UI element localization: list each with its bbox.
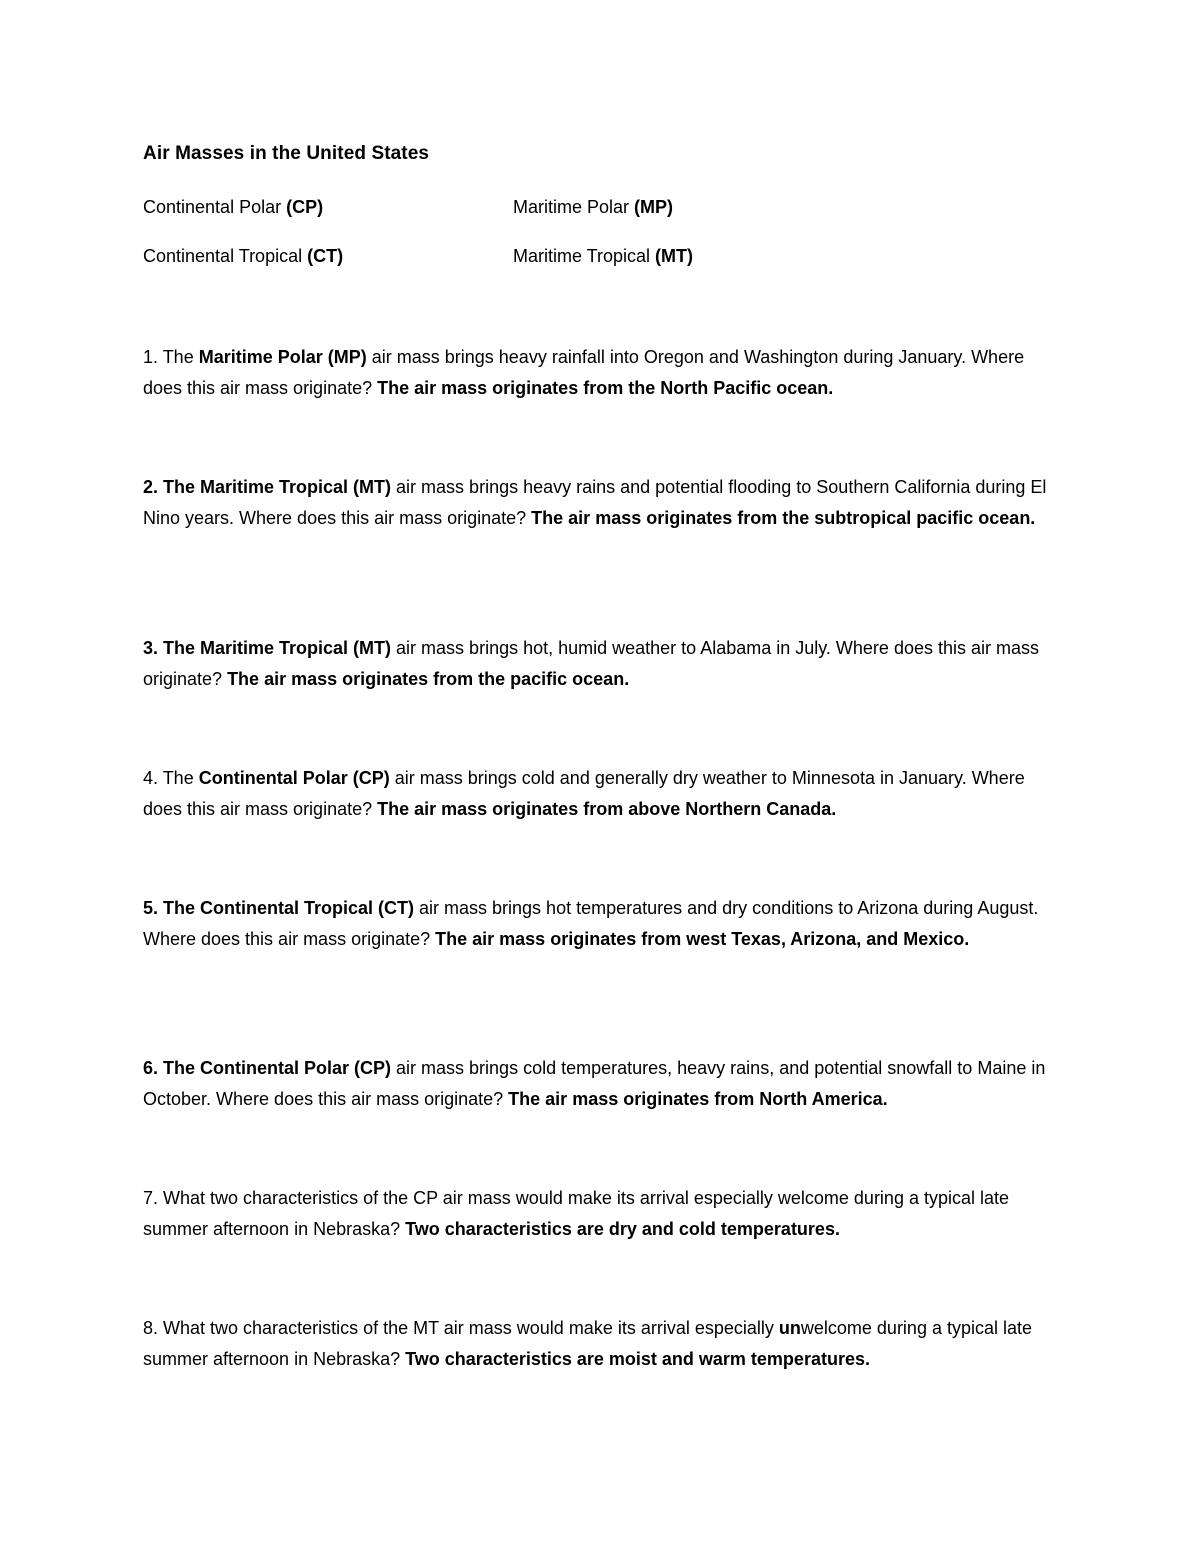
answer-text: The air mass originates from the North Pacific ocean. bbox=[377, 378, 834, 398]
legend-abbr: (CT) bbox=[307, 246, 344, 266]
question-text: air mass brings heavy rains and potential flooding to Southern California during El Nino years. Where does this air mass originate? bbox=[143, 477, 1047, 528]
question-text: air mass brings cold temperatures, heavy rains, and potential snowfall to Maine in October. Where does this air mass originate? bbox=[143, 1058, 1046, 1109]
air-mass-name: Continental Polar (CP) bbox=[200, 1058, 392, 1078]
air-mass-name: Maritime Tropical (MT) bbox=[200, 638, 392, 658]
legend-name: Continental Polar bbox=[143, 197, 282, 217]
air-mass-name: Maritime Tropical (MT) bbox=[200, 477, 392, 497]
question-text-cont: welcome during a typical late summer afternoon in Nebraska? bbox=[143, 1318, 1033, 1369]
answer-text: Two characteristics are moist and warm temperatures. bbox=[405, 1349, 870, 1369]
air-mass-name: Continental Tropical (CT) bbox=[200, 898, 415, 918]
question-6 bbox=[143, 1053, 1063, 1115]
question-lead: 2. The bbox=[143, 477, 201, 497]
question-lead: 3. The bbox=[143, 638, 201, 658]
answer-text: Two characteristics are dry and cold temperatures. bbox=[405, 1219, 840, 1239]
question-8 bbox=[143, 1313, 1063, 1375]
answer-text: The air mass originates from above Northern Canada. bbox=[377, 799, 837, 819]
emphasis-un: un bbox=[778, 1318, 801, 1338]
legend-name: Maritime Tropical bbox=[513, 246, 651, 266]
question-text: 7. What two characteristics of the CP air mass would make its arrival especially welcome during a typical late summer afternoon in Nebraska? bbox=[143, 1188, 1010, 1239]
legend-abbr: (MP) bbox=[634, 197, 674, 217]
legend-name: Maritime Polar bbox=[513, 197, 630, 217]
question-5 bbox=[143, 893, 1063, 955]
question-text: 8. What two characteristics of the MT air mass would make its arrival especially bbox=[143, 1318, 779, 1338]
legend-abbr: (CP) bbox=[286, 197, 324, 217]
answer-text: The air mass originates from the subtropical pacific ocean. bbox=[531, 508, 1036, 528]
legend-continental-polar bbox=[143, 197, 323, 218]
answer-text: The air mass originates from west Texas, Arizona, and Mexico. bbox=[435, 929, 970, 949]
legend-name: Continental Tropical bbox=[143, 246, 303, 266]
question-2 bbox=[143, 472, 1063, 534]
air-mass-name: Maritime Polar (MP) bbox=[198, 347, 367, 367]
question-4 bbox=[143, 763, 1063, 825]
question-text: air mass brings hot, humid weather to Alabama in July. Where does this air mass originate? bbox=[143, 638, 1039, 689]
air-mass-name: Continental Polar (CP) bbox=[198, 768, 390, 788]
question-text: air mass brings heavy rainfall into Oregon and Washington during January. Where does this air mass originate? bbox=[143, 347, 1025, 398]
legend-maritime-polar bbox=[513, 197, 673, 218]
question-3 bbox=[143, 633, 1063, 695]
legend-continental-tropical bbox=[143, 246, 343, 267]
question-7 bbox=[143, 1183, 1063, 1245]
question-lead: 1. The bbox=[143, 347, 199, 367]
legend-abbr: (MT) bbox=[655, 246, 694, 266]
page-title: Air Masses in the United States bbox=[143, 143, 430, 164]
question-lead: 4. The bbox=[143, 768, 199, 788]
question-lead: 6. The bbox=[143, 1058, 201, 1078]
question-1 bbox=[143, 342, 1063, 404]
question-text: air mass brings cold and generally dry weather to Minnesota in January. Where does this air mass originate? bbox=[143, 768, 1025, 819]
question-lead: 5. The bbox=[143, 898, 201, 918]
answer-text: The air mass originates from North America. bbox=[508, 1089, 888, 1109]
legend-maritime-tropical bbox=[513, 246, 693, 267]
answer-text: The air mass originates from the pacific ocean. bbox=[227, 669, 630, 689]
question-text: air mass brings hot temperatures and dry conditions to Arizona during August. Where does this air mass originate? bbox=[143, 898, 1039, 949]
